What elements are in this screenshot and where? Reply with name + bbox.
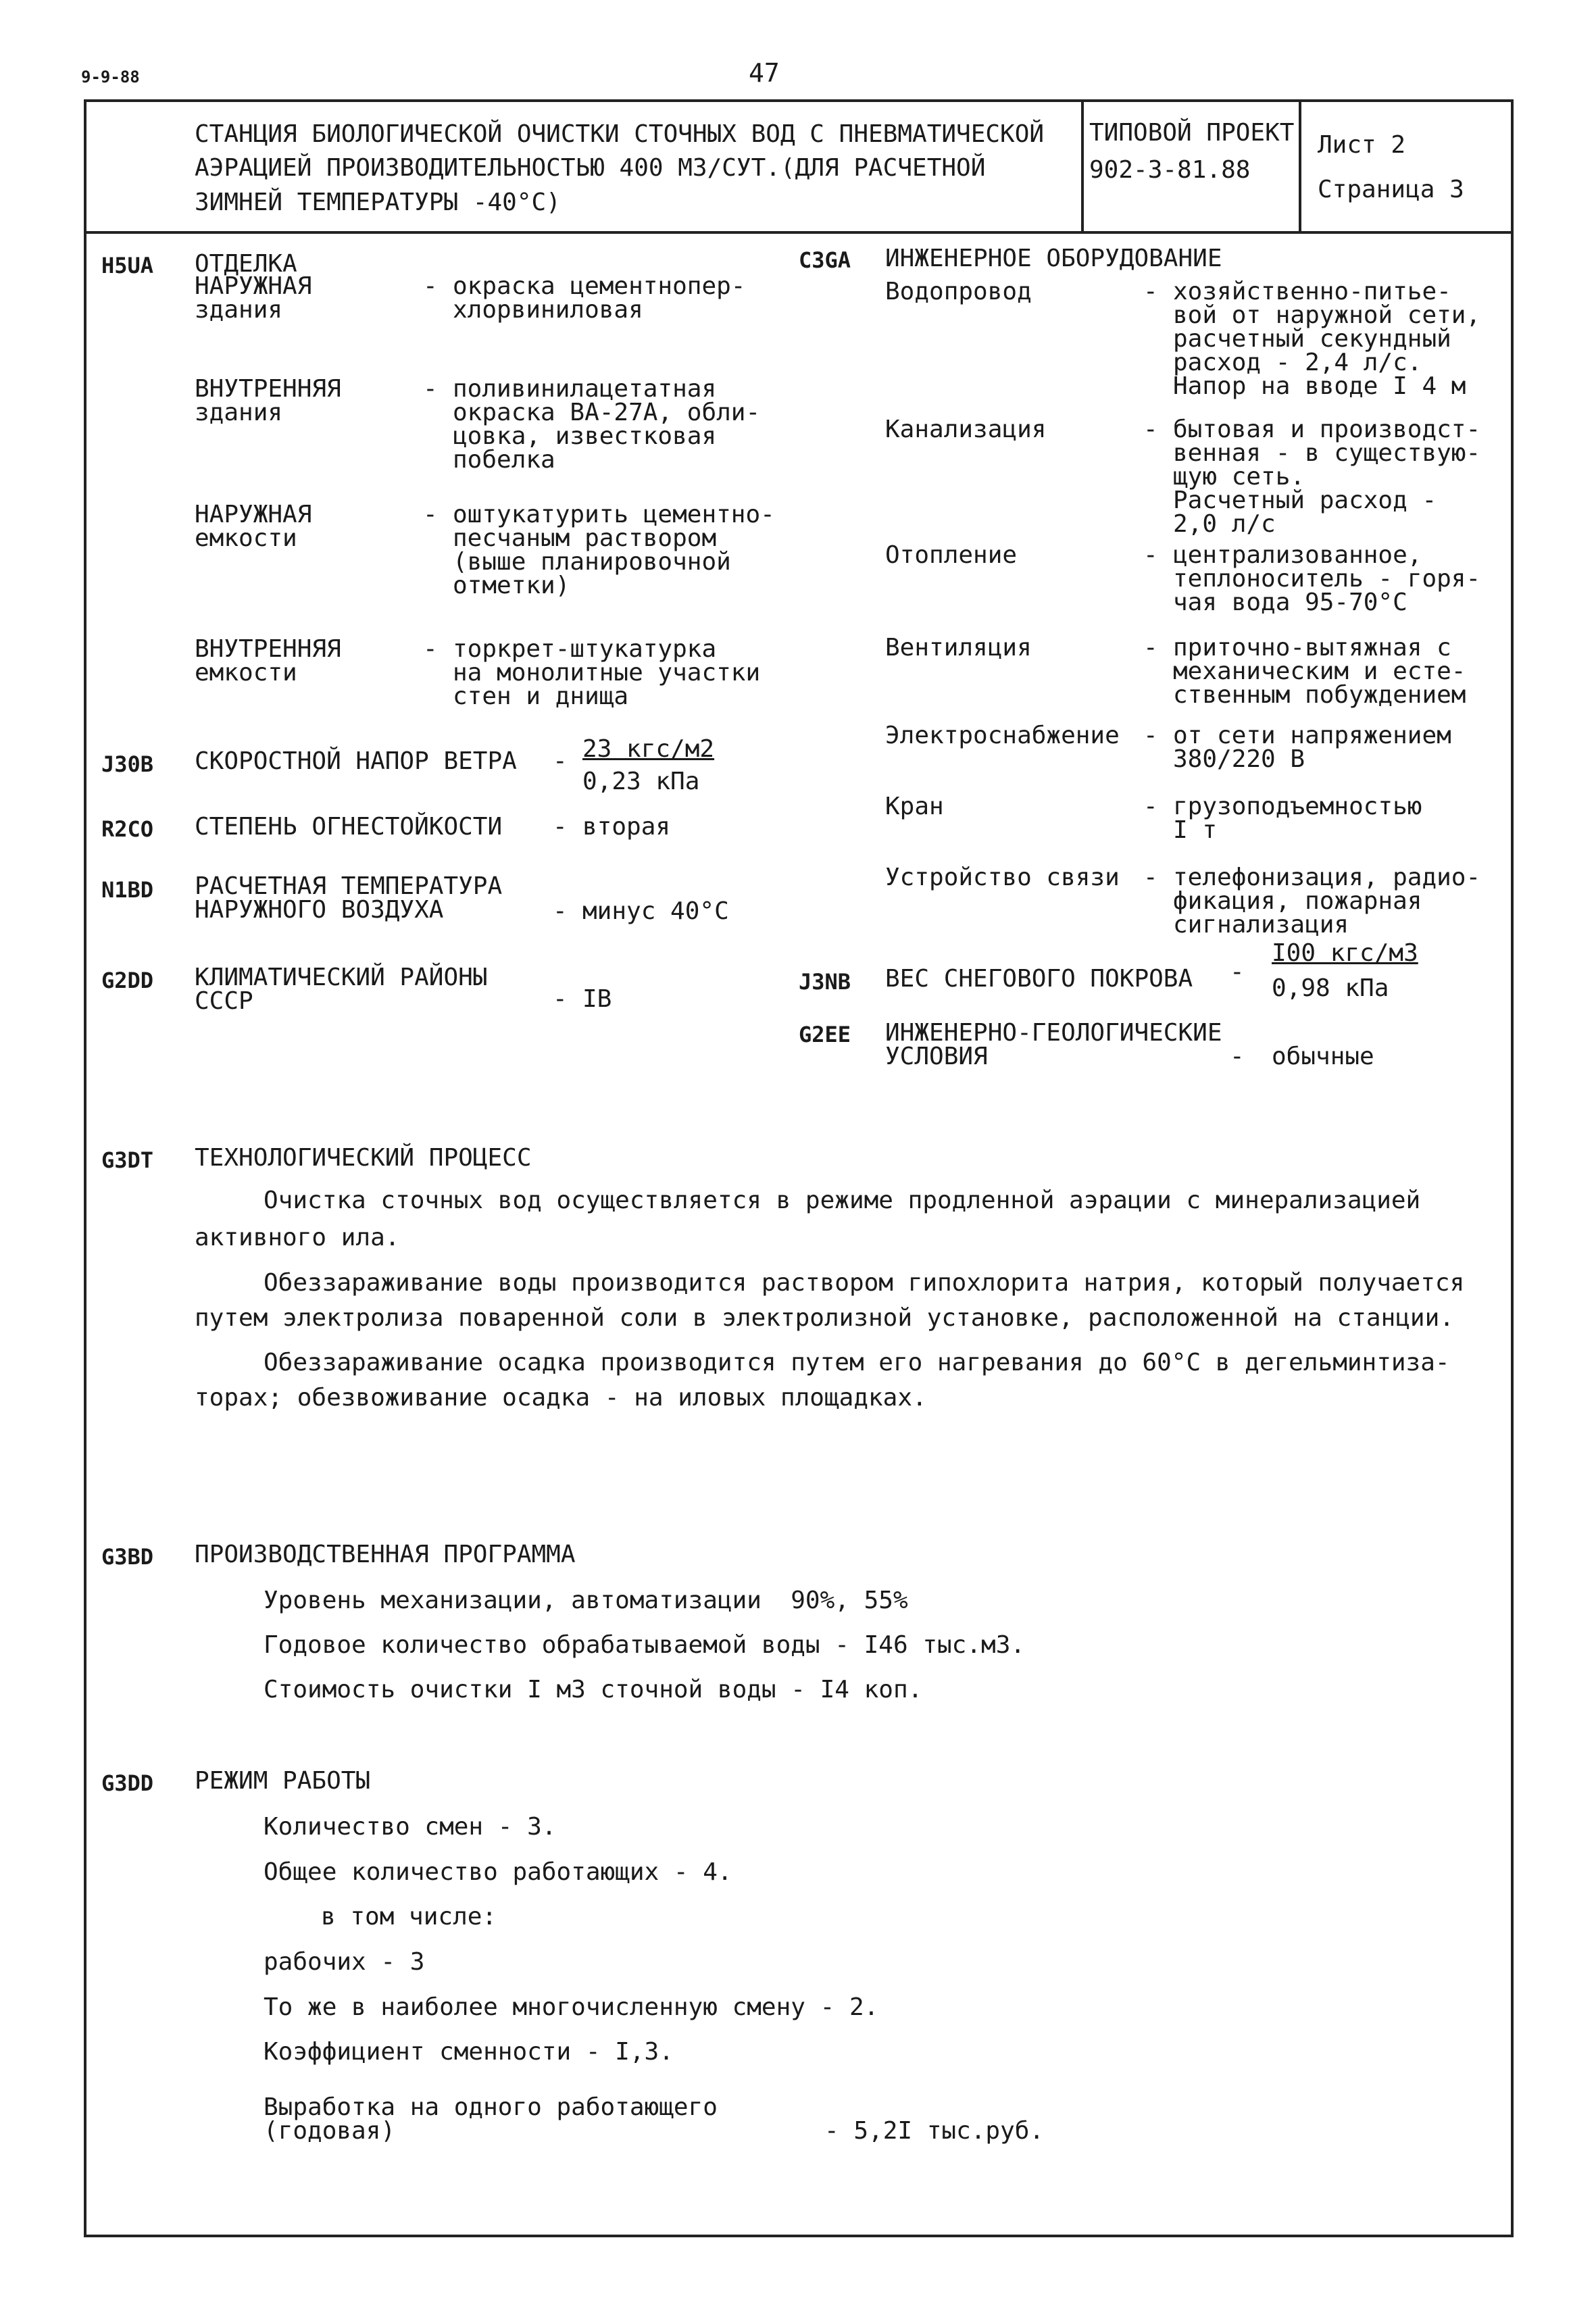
wind-label: СКОРОСТНОЙ НАПОР ВЕТРА — [195, 747, 517, 775]
engineering-title: ИНЖЕНЕРНОЕ ОБОРУДОВАНИЕ — [885, 245, 1222, 272]
snow-value-bottom: 0,98 кПа — [1272, 974, 1389, 1002]
equip-value: телефонизация, радио- — [1173, 864, 1481, 891]
program-title: ПРОИЗВОДСТВЕННАЯ ПРОГРАММА — [195, 1541, 576, 1568]
code-geo: G2EE — [799, 1022, 851, 1047]
project-number: 902-3-81.88 — [1089, 156, 1251, 184]
equip-label: Водопровод — [885, 278, 1032, 305]
finish-value: торкрет-штукатурка — [453, 635, 717, 663]
equip-value: щую сеть. — [1173, 463, 1305, 491]
dash: - — [423, 375, 438, 403]
equip-value: 2,0 л/с — [1173, 510, 1276, 538]
geo-label: ИНЖЕНЕРНО-ГЕОЛОГИЧЕСКИЕ — [885, 1019, 1222, 1047]
process-line: Очистка сточных вод осуществляется в режиме продленной аэрации с минерализацией — [264, 1187, 1421, 1214]
dash: - — [553, 897, 568, 925]
equip-value: сигнализация — [1173, 911, 1349, 939]
code-wind: J30B — [101, 751, 154, 777]
finish-value: (выше планировочной — [453, 548, 731, 576]
output-label: (годовая) — [264, 2117, 396, 2145]
equip-label: Отопление — [885, 541, 1018, 569]
dash: - — [423, 501, 438, 528]
page-label: Страница 3 — [1318, 176, 1464, 203]
wind-value-top: 23 кгс/м2 — [582, 735, 715, 763]
equip-value: I т — [1173, 816, 1218, 844]
code-regime: G3DD — [101, 1770, 154, 1796]
regime-line: Коэффициент сменности - I,3. — [264, 2038, 674, 2066]
dash: - — [1143, 634, 1158, 662]
header-vline-2 — [1299, 99, 1301, 233]
finish-title: ОТДЕЛКА — [195, 250, 297, 278]
program-line: Годовое количество обрабатываемой воды - I46 тыс.м3. — [264, 1631, 1026, 1659]
equip-value: 380/220 В — [1173, 745, 1305, 773]
equip-value: приточно-вытяжная с — [1173, 634, 1451, 662]
fire-label: СТЕПЕНЬ ОГНЕСТОЙКОСТИ — [195, 813, 503, 841]
dash: - — [553, 747, 568, 775]
finish-label: НАРУЖНАЯ — [195, 501, 312, 528]
equip-value: от сети напряжением — [1173, 722, 1451, 749]
equip-value: расход - 2,4 л/с. — [1173, 349, 1422, 376]
code-engineering: C3GA — [799, 247, 851, 273]
process-title: ТЕХНОЛОГИЧЕСКИЙ ПРОЦЕСС — [195, 1144, 532, 1172]
climate-label: КЛИМАТИЧЕСКИЙ РАЙОНЫ — [195, 964, 488, 991]
equip-label: Кран — [885, 793, 944, 820]
finish-value: побелка — [453, 446, 555, 474]
finish-label: ВНУТРЕННЯЯ — [195, 375, 341, 403]
finish-label: здания — [195, 399, 283, 426]
finish-value: окраска ВА-27А, обли- — [453, 399, 761, 426]
equip-value: ственным побуждением — [1173, 681, 1466, 709]
finish-value: поливинилацетатная — [453, 375, 717, 403]
equip-value: бытовая и производст- — [1173, 416, 1481, 443]
finish-label: емкости — [195, 524, 297, 552]
output-label: Выработка на одного работающего — [264, 2093, 718, 2121]
header-title-line: АЭРАЦИЕЙ ПРОИЗВОДИТЕЛЬНОСТЬЮ 400 М3/СУТ.(ДЛЯ РАСЧЕТНОЙ — [195, 154, 986, 182]
finish-value: хлорвиниловая — [453, 296, 643, 324]
code-fire: R2CO — [101, 816, 154, 842]
temp-label: НАРУЖНОГО ВОЗДУХА — [195, 896, 444, 924]
regime-line: То же в наиболее многочисленную смену - 2. — [264, 1993, 879, 2021]
header-title-line: СТАНЦИЯ БИОЛОГИЧЕСКОЙ ОЧИСТКИ СТОЧНЫХ ВОД С ПНЕВМАТИЧЕСКОЙ — [195, 120, 1045, 148]
wind-value-bottom: 0,23 кПа — [582, 768, 700, 795]
program-line: Стоимость очистки I м3 сточной воды - I4 коп. — [264, 1676, 923, 1703]
finish-value: песчаным раствором — [453, 524, 717, 552]
regime-line: в том числе: — [321, 1903, 497, 1931]
code-climate: G2DD — [101, 968, 154, 993]
dash: - — [423, 635, 438, 663]
equip-value: механическим и есте- — [1173, 657, 1466, 685]
code-program: G3BD — [101, 1544, 154, 1570]
dash: - — [1230, 958, 1245, 986]
header-vline-1 — [1081, 99, 1084, 233]
regime-line: Количество смен - 3. — [264, 1813, 557, 1841]
equip-value: теплоноситель - горя- — [1173, 565, 1481, 593]
snow-label: ВЕС СНЕГОВОГО ПОКРОВА — [885, 965, 1193, 993]
finish-value: стен и днища — [453, 682, 629, 710]
dash: - — [1143, 722, 1158, 749]
dash: - — [1143, 864, 1158, 891]
process-line: торах; обезвоживание осадка - на иловых площадках. — [195, 1384, 927, 1412]
dash: - — [553, 813, 568, 841]
snow-value-top: I00 кгс/м3 — [1272, 939, 1418, 967]
equip-value: венная - в существую- — [1173, 439, 1481, 467]
dash: - — [1143, 793, 1158, 820]
finish-label: ВНУТРЕННЯЯ — [195, 635, 341, 663]
code-finish: H5UA — [101, 253, 154, 278]
equip-value: чая вода 95-70°С — [1173, 589, 1407, 616]
regime-title: РЕЖИМ РАБОТЫ — [195, 1767, 371, 1795]
regime-line: рабочих - 3 — [264, 1948, 425, 1976]
temp-label: РАСЧЕТНАЯ ТЕМПЕРАТУРА — [195, 872, 503, 900]
temp-value: минус 40°С — [582, 897, 729, 925]
equip-label: Устройство связи — [885, 864, 1120, 891]
sheet-label: Лист 2 — [1318, 131, 1406, 159]
equip-label: Вентиляция — [885, 634, 1032, 662]
finish-label: здания — [195, 296, 283, 324]
equip-value: расчетный секундный — [1173, 325, 1451, 353]
finish-value: цовка, известковая — [453, 422, 717, 450]
equip-label: Электроснабжение — [885, 722, 1120, 749]
fire-value: вторая — [582, 813, 671, 841]
finish-label: НАРУЖНАЯ — [195, 272, 312, 300]
code-temp: N1BD — [101, 877, 154, 903]
process-line: Обеззараживание воды производится раствором гипохлорита натрия, который получается — [264, 1269, 1465, 1297]
equip-label: Канализация — [885, 416, 1047, 443]
climate-label: СССР — [195, 987, 253, 1015]
equip-value: централизованное, — [1173, 541, 1422, 569]
equip-value: хозяйственно-питье- — [1173, 278, 1451, 305]
geo-label: УСЛОВИЯ — [885, 1043, 988, 1070]
sheet-code: 9-9-88 — [81, 68, 140, 86]
finish-value: оштукатурить цементно- — [453, 501, 775, 528]
project-label: ТИПОВОЙ ПРОЕКТ — [1089, 119, 1295, 147]
output-value: - 5,2I тыс.руб. — [824, 2117, 1045, 2145]
finish-value: отметки) — [453, 572, 570, 599]
dash: - — [1143, 416, 1158, 443]
process-line: Обеззараживание осадка производится путем его нагревания до 60°С в дегельминтиза- — [264, 1349, 1450, 1376]
dash: - — [1143, 278, 1158, 305]
dash: - — [553, 985, 568, 1013]
climate-value: IВ — [582, 985, 612, 1013]
equip-value: фикация, пожарная — [1173, 887, 1422, 915]
dash: - — [423, 272, 438, 300]
dash: - — [1143, 541, 1158, 569]
process-line: активного ила. — [195, 1224, 400, 1251]
header-title-line: ЗИМНЕЙ ТЕМПЕРАТУРЫ -40°С) — [195, 189, 561, 216]
equip-value: грузоподъемностью — [1173, 793, 1422, 820]
regime-line: Общее количество работающих - 4. — [264, 1858, 732, 1886]
code-process: G3DT — [101, 1147, 154, 1173]
finish-value: на монолитные участки — [453, 659, 761, 687]
dash: - — [1230, 1043, 1245, 1070]
program-line: Уровень механизации, автоматизации 90%, 55% — [264, 1587, 908, 1614]
equip-value: Расчетный расход - — [1173, 487, 1437, 514]
equip-value: вой от наружной сети, — [1173, 301, 1481, 329]
geo-value: обычные — [1272, 1043, 1374, 1070]
code-snow: J3NB — [799, 969, 851, 995]
process-line: путем электролиза поваренной соли в электролизной установке, расположенной на станции. — [195, 1304, 1454, 1332]
page-number: 47 — [749, 58, 780, 88]
finish-label: емкости — [195, 659, 297, 687]
finish-value: окраска цементнопер- — [453, 272, 746, 300]
equip-value: Напор на вводе I 4 м — [1173, 372, 1466, 400]
